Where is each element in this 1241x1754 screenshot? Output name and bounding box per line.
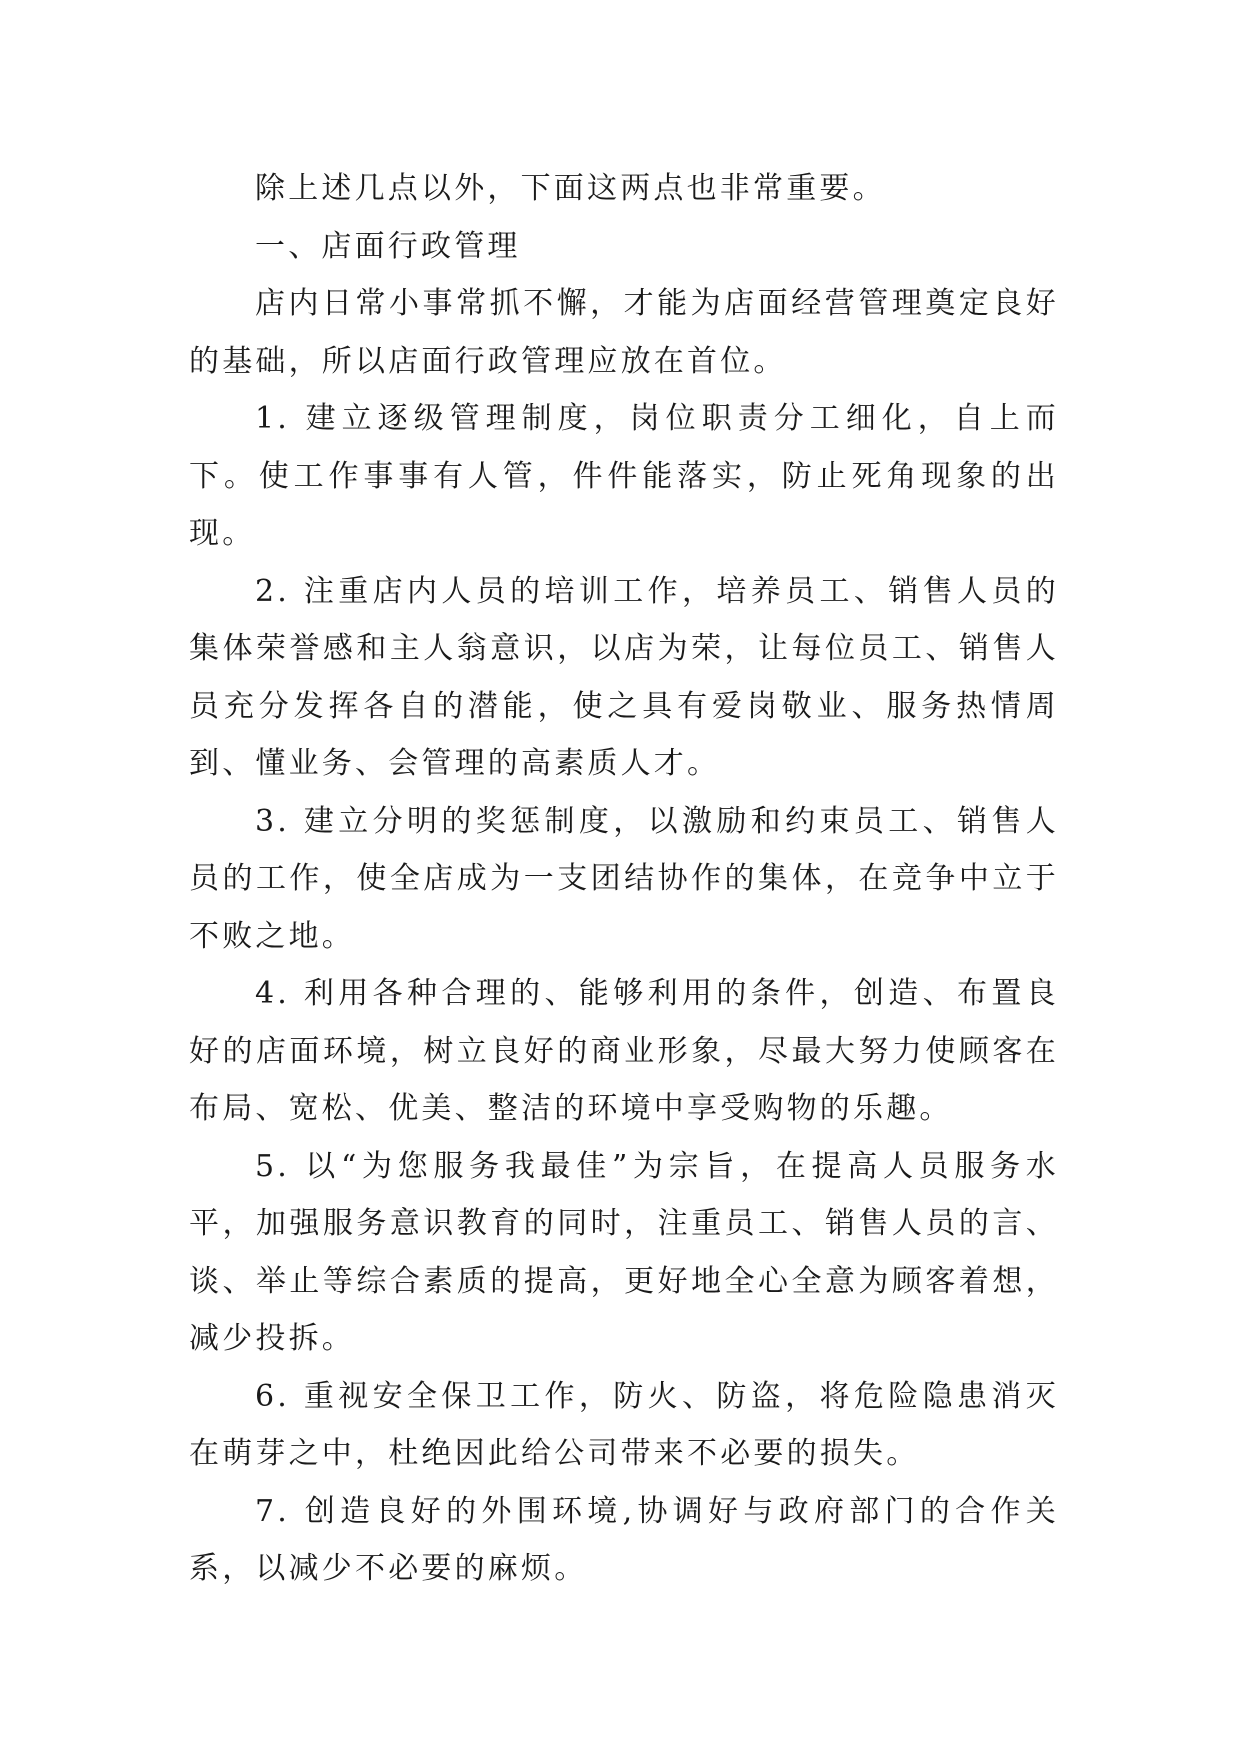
list-item-7: 7. 创造良好的外围环境,协调好与政府部门的合作关系，以减少不必要的麻烦。 (189, 1493, 1059, 1586)
list-item-4: 4. 利用各种合理的、能够利用的条件，创造、布置良好的店面环境，树立良好的商业形象，尽最大努力使顾客在布局、宽松、优美、整洁的环境中享受购物的乐趣。 (189, 976, 1059, 1126)
paragraph-intro: 除上述几点以外，下面这两点也非常重要。 (255, 171, 886, 206)
document-body (189, 160, 1059, 1598)
section-heading: 一、店面行政管理 (255, 228, 521, 264)
paragraph-overview: 店内日常小事常抓不懈，才能为店面经营管理奠定良好的基础，所以店面行政管理应放在首位。 (189, 286, 1059, 379)
list-item-2: 2. 注重店内人员的培训工作，培养员工、销售人员的集体荣誉感和主人翁意识，以店为荣，让每位员工、销售人员充分发挥各自的潜能，使之具有爱岗敬业、服务热情周到、懂业务、会管理的高素质人才。 (189, 573, 1059, 781)
list-item-6: 6. 重视安全保卫工作，防火、防盗，将危险隐患消灭在萌芽之中，杜绝因此给公司带来不必要的损失。 (189, 1378, 1059, 1471)
list-item-5: 5. 以“为您服务我最佳”为宗旨，在提高人员服务水平，加强服务意识教育的同时，注重员工、销售人员的言、谈、举止等综合素质的提高，更好地全心全意为顾客着想，减少投拆。 (189, 1148, 1059, 1356)
list-item-3: 3. 建立分明的奖惩制度，以激励和约束员工、销售人员的工作，使全店成为一支团结协作的集体，在竞争中立于不败之地。 (189, 803, 1059, 954)
list-item-1: 1. 建立逐级管理制度，岗位职责分工细化，自上而下。使工作事事有人管，件件能落实，防止死角现象的出现。 (189, 401, 1059, 551)
